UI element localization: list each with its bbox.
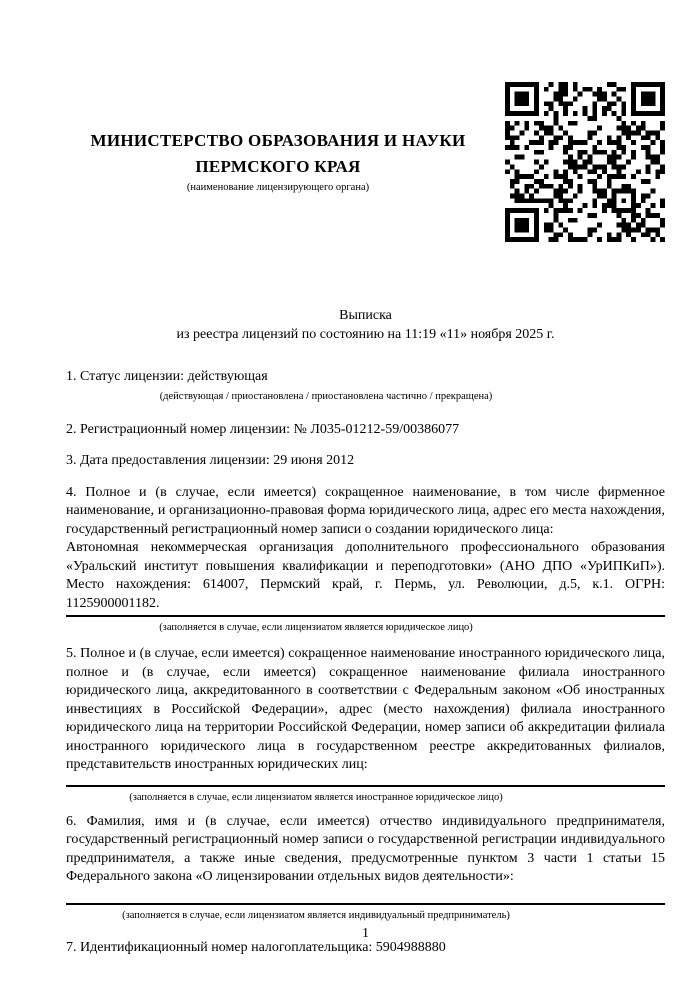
license-grant-date-item: 3. Дата предоставления лицензии: 29 июня 2012 <box>66 453 355 468</box>
individual-entrepreneur-item-label: 6. Фамилия, имя и (в случае, если имеется) отчество индивидуального предпринимателя, государственный регистрационный номер записи о государственной регистрации индивидуального предпринимателя, а также иные сведения, предусмотренные пунктом 3 части 1 статьи 15 Федерального закона «О лицензировании отдельных видов деятельности»: <box>66 813 665 884</box>
page-number: 1 <box>362 926 369 941</box>
ministry-name-line1: МИНИСТЕРСТВО ОБРАЗОВАНИЯ И НАУКИ <box>90 131 466 150</box>
extract-title: Выписка <box>339 308 392 323</box>
licensing-authority-note: (наименование лицензирующего органа) <box>186 182 370 193</box>
document-header <box>66 128 490 196</box>
legal-entity-item-label: 4. Полное и (в случае, если имеется) сокращенное наименование, в том числе фирменное наименование, и организационно-правовая форма юридического лица, адрес его места нахождения, государственный регистрационный номер записи о создании юридического лица: <box>66 484 665 537</box>
qr-code-icon <box>505 82 665 242</box>
extract-subtitle: из реестра лицензий по состоянию на 11:19 «11» ноября 2025 г. <box>176 327 555 342</box>
individual-entrepreneur-note: (заполняется в случае, если лицензиатом является индивидуальный предприниматель) <box>122 909 510 921</box>
license-number-item: 2. Регистрационный номер лицензии: № Л035-01212-59/00386077 <box>66 421 460 437</box>
fill-in-line <box>66 785 665 787</box>
foreign-entity-item-label: 5. Полное и (в случае, если имеется) сокращенное наименование иностранного юридического лица, полное и (в случае, если имеется) сокращенное наименование филиала иностранного юридического лица, аккредитованного в соответствии с Федеральным законом «Об иностранных инвестициях в Российской Федерации», адрес (место нахождения) филиала иностранного юридического лица на территории Российской Федерации, номер записи об аккредитации филиала иностранного юридического лица в государственном реестре аккредитованных филиалов, представительств иностранных юридических лиц: <box>66 646 665 772</box>
fill-in-line <box>66 615 665 617</box>
legal-entity-note: (заполняется в случае, если лицензиатом является юридическое лицо) <box>159 622 473 633</box>
document-title <box>66 306 665 344</box>
legal-entity-item-value: Автономная некоммерческая организация дополнительного профессионального образования «Уральский институт повышения квалификации и переподготовки» (АНО ДПО «УрИПКиП»). Место нахождения: 614007, Пермский край, г. Пермь, ул. Революции, д.5, к.1. ОГРН: 1125900001182. <box>66 540 665 611</box>
taxpayer-id-item: 7. Идентификационный номер налогоплательщика: 5904988880 <box>66 939 446 955</box>
ministry-name-line2: ПЕРМСКОГО КРАЯ <box>195 157 361 176</box>
foreign-entity-note: (заполняется в случае, если лицензиатом является иностранное юридическое лицо) <box>129 791 503 803</box>
status-options-note: (действующая / приостановлена / приостановлена частично / прекращена) <box>159 390 493 402</box>
license-status-item: 1. Статус лицензии: действующая <box>66 369 268 384</box>
fill-in-line <box>66 903 665 905</box>
